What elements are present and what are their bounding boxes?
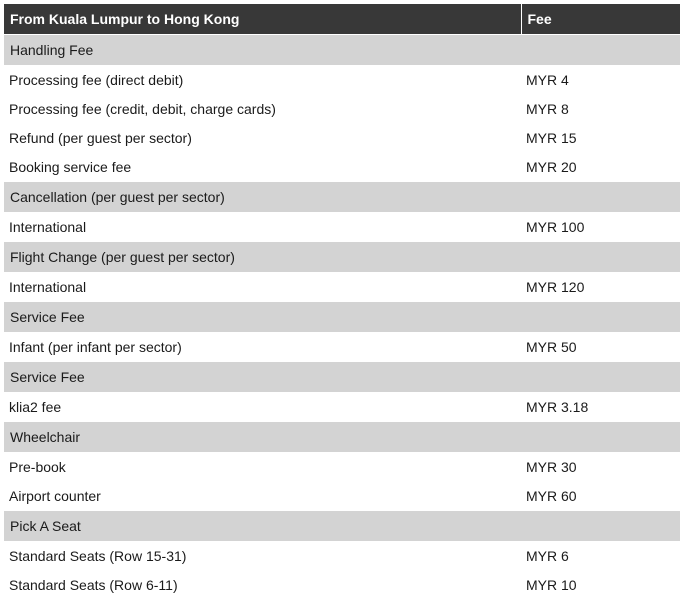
fee-item-value: MYR 8 [521,94,680,123]
fee-row [4,481,680,511]
fee-item-label: Processing fee (direct debit) [4,65,521,94]
section-fee-cell [521,511,680,542]
fee-item-label: Infant (per infant per sector) [4,332,521,362]
fee-item-label: Standard Seats (Row 15-31) [4,541,521,570]
section-row [4,302,680,333]
fee-row [4,541,680,570]
fee-row [4,392,680,422]
fee-row [4,123,680,152]
section-fee-cell [521,182,680,213]
fee-item-value: MYR 60 [521,481,680,511]
fee-item-label: International [4,272,521,302]
section-fee-cell [521,242,680,273]
fee-item-label: Airport counter [4,481,521,511]
fee-row [4,452,680,481]
fee-row [4,152,680,182]
fee-item-value: MYR 30 [521,452,680,481]
section-title: Pick A Seat [4,511,521,542]
fee-item-label: Processing fee (credit, debit, charge cards) [4,94,521,123]
fee-row [4,272,680,302]
section-fee-cell [521,302,680,333]
fee-item-value: MYR 4 [521,65,680,94]
fee-item-value: MYR 15 [521,123,680,152]
fee-table-header [4,4,680,35]
section-fee-cell [521,35,680,66]
fee-row [4,332,680,362]
fee-item-label: Booking service fee [4,152,521,182]
section-row [4,35,680,66]
section-row [4,422,680,453]
fee-row [4,570,680,599]
section-row [4,182,680,213]
fee-row [4,212,680,242]
fee-table-body [4,35,680,599]
section-title: Wheelchair [4,422,521,453]
header-row [4,4,680,35]
fee-item-value: MYR 10 [521,570,680,599]
fee-item-label: Refund (per guest per sector) [4,123,521,152]
fee-item-label: Pre-book [4,452,521,481]
section-row [4,511,680,542]
section-row [4,362,680,393]
fee-row [4,65,680,94]
section-title: Cancellation (per guest per sector) [4,182,521,213]
section-row [4,242,680,273]
section-title: Service Fee [4,302,521,333]
section-title: Service Fee [4,362,521,393]
fee-item-value: MYR 100 [521,212,680,242]
fee-table [4,4,680,599]
fee-item-value: MYR 50 [521,332,680,362]
section-title: Handling Fee [4,35,521,66]
fee-item-value: MYR 3.18 [521,392,680,422]
fee-item-value: MYR 6 [521,541,680,570]
section-fee-cell [521,362,680,393]
fee-item-value: MYR 120 [521,272,680,302]
fee-row [4,94,680,123]
fee-item-label: Standard Seats (Row 6-11) [4,570,521,599]
route-header: From Kuala Lumpur to Hong Kong [4,4,521,35]
fee-item-label: klia2 fee [4,392,521,422]
section-fee-cell [521,422,680,453]
fee-item-label: International [4,212,521,242]
fee-item-value: MYR 20 [521,152,680,182]
section-title: Flight Change (per guest per sector) [4,242,521,273]
fee-header: Fee [521,4,680,35]
